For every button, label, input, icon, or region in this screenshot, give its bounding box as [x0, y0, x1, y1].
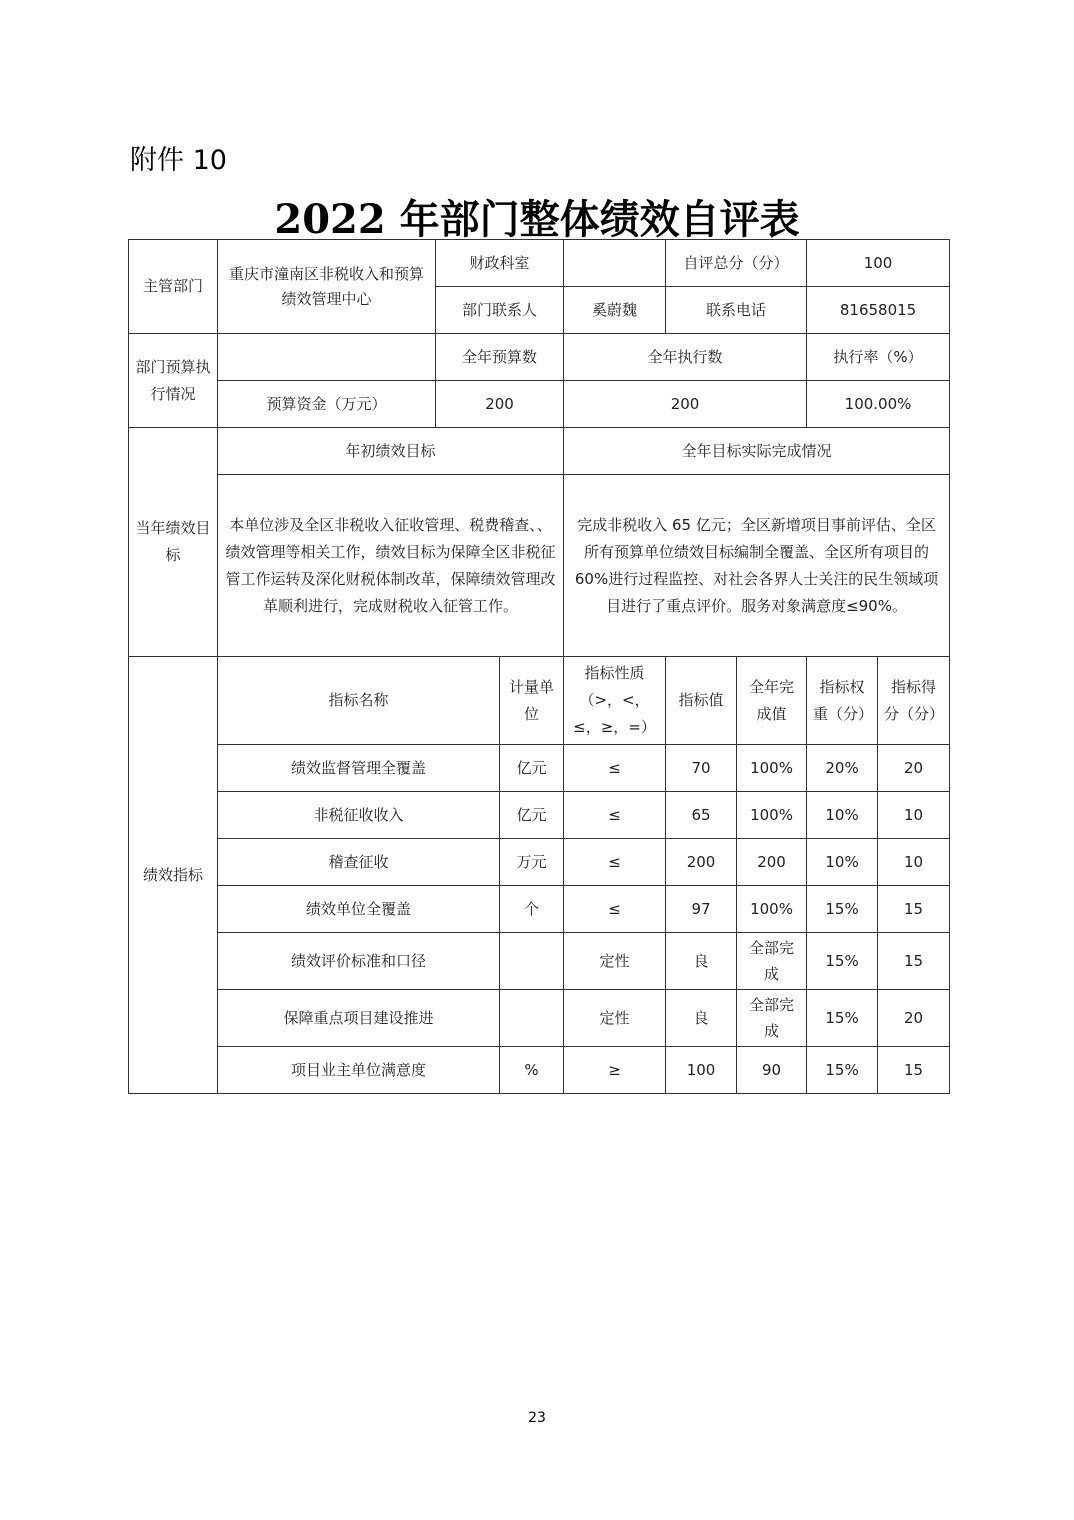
header-score: 指标得分（分） [878, 657, 950, 745]
office-value [564, 240, 666, 287]
indicator-nature: ≤ [564, 792, 666, 839]
indicator-unit: 亿元 [500, 792, 564, 839]
goals-label: 当年绩效目标 [129, 428, 218, 657]
rate-value: 100.00% [807, 381, 950, 428]
indicator-completed: 200 [737, 839, 807, 886]
indicator-nature: ≤ [564, 886, 666, 933]
indicator-weight: 15% [807, 1047, 878, 1094]
header-name: 指标名称 [218, 657, 500, 745]
indicator-unit [500, 933, 564, 990]
indicator-weight: 15% [807, 886, 878, 933]
indicator-score: 15 [878, 1047, 950, 1094]
office-label: 财政科室 [436, 240, 564, 287]
table-row [129, 745, 950, 792]
page-number: 23 [528, 1410, 546, 1426]
header-nature: 指标性质（>，<，≤，≥，=） [564, 657, 666, 745]
dept-label: 主管部门 [129, 240, 218, 334]
table-row [129, 792, 950, 839]
indicator-weight: 10% [807, 839, 878, 886]
indicator-weight: 15% [807, 933, 878, 990]
indicator-unit: 亿元 [500, 745, 564, 792]
initial-goal-label: 年初绩效目标 [218, 428, 564, 475]
indicator-nature: ≥ [564, 1047, 666, 1094]
rate-label: 执行率（%） [807, 334, 950, 381]
indicator-completed: 全部完成 [737, 933, 807, 990]
score-label: 自评总分（分） [666, 240, 807, 287]
indicator-weight: 15% [807, 990, 878, 1047]
indicator-completed: 100% [737, 886, 807, 933]
header-completed: 全年完成值 [737, 657, 807, 745]
indicator-completed: 100% [737, 745, 807, 792]
indicator-name: 绩效单位全覆盖 [218, 886, 500, 933]
annual-exec-value: 200 [564, 381, 807, 428]
annual-budget-value: 200 [436, 381, 564, 428]
indicator-target: 100 [666, 1047, 737, 1094]
indicator-score: 10 [878, 839, 950, 886]
indicator-target: 200 [666, 839, 737, 886]
phone-label: 联系电话 [666, 287, 807, 334]
initial-goal-text: 本单位涉及全区非税收入征收管理、税费稽查、、绩效管理等相关工作，绩效目标为保障全区非税征管工作运转及深化财税体制改革，保障绩效管理改革顺利进行，完成财税收入征管工作。 [218, 475, 564, 657]
contact-value: 奚蔚魏 [564, 287, 666, 334]
indicator-target: 65 [666, 792, 737, 839]
indicator-target: 70 [666, 745, 737, 792]
table-row [129, 886, 950, 933]
indicator-target: 良 [666, 990, 737, 1047]
annual-budget-label: 全年预算数 [436, 334, 564, 381]
indicator-name: 绩效监督管理全覆盖 [218, 745, 500, 792]
indicator-weight: 10% [807, 792, 878, 839]
table-row [129, 933, 950, 990]
phone-value: 81658015 [807, 287, 950, 334]
page-title: 2022 年部门整体绩效自评表 [274, 196, 800, 243]
indicator-unit: % [500, 1047, 564, 1094]
budget-label: 部门预算执行情况 [129, 334, 218, 428]
indicator-target: 良 [666, 933, 737, 990]
annex-label: 附件 10 [130, 145, 227, 176]
actual-goal-text: 完成非税收入 65 亿元；全区新增项目事前评估、全区所有预算单位绩效目标编制全覆盖、全区所有项目的 60%进行过程监控、对社会各界人士关注的民生领域项目进行了重点评价。服务对象满意度≤90%。 [564, 475, 950, 657]
indicator-score: 20 [878, 745, 950, 792]
indicator-nature: ≤ [564, 839, 666, 886]
indicator-completed: 90 [737, 1047, 807, 1094]
indicator-completed: 100% [737, 792, 807, 839]
indicator-score: 10 [878, 792, 950, 839]
actual-goal-label: 全年目标实际完成情况 [564, 428, 950, 475]
fund-label: 预算资金（万元） [218, 381, 436, 428]
indicator-score: 15 [878, 886, 950, 933]
indicators-label: 绩效指标 [129, 657, 218, 1094]
indicator-name: 项目业主单位满意度 [218, 1047, 500, 1094]
dept-name: 重庆市潼南区非税收入和预算绩效管理中心 [218, 240, 436, 334]
evaluation-table [128, 239, 950, 1094]
budget-blank-cell [218, 334, 436, 381]
indicator-nature: ≤ [564, 745, 666, 792]
indicator-name: 非税征收收入 [218, 792, 500, 839]
header-target: 指标值 [666, 657, 737, 745]
header-weight: 指标权重（分） [807, 657, 878, 745]
indicator-target: 97 [666, 886, 737, 933]
indicator-unit: 个 [500, 886, 564, 933]
indicator-nature: 定性 [564, 933, 666, 990]
annual-exec-label: 全年执行数 [564, 334, 807, 381]
contact-label: 部门联系人 [436, 287, 564, 334]
indicator-nature: 定性 [564, 990, 666, 1047]
indicator-name: 绩效评价标准和口径 [218, 933, 500, 990]
header-unit: 计量单位 [500, 657, 564, 745]
indicator-name: 保障重点项目建设推进 [218, 990, 500, 1047]
indicator-score: 15 [878, 933, 950, 990]
indicator-name: 稽查征收 [218, 839, 500, 886]
table-row [129, 990, 950, 1047]
score-value: 100 [807, 240, 950, 287]
indicator-unit [500, 990, 564, 1047]
indicator-weight: 20% [807, 745, 878, 792]
indicator-completed: 全部完成 [737, 990, 807, 1047]
indicator-score: 20 [878, 990, 950, 1047]
indicator-unit: 万元 [500, 839, 564, 886]
table-row [129, 1047, 950, 1094]
table-row [129, 839, 950, 886]
